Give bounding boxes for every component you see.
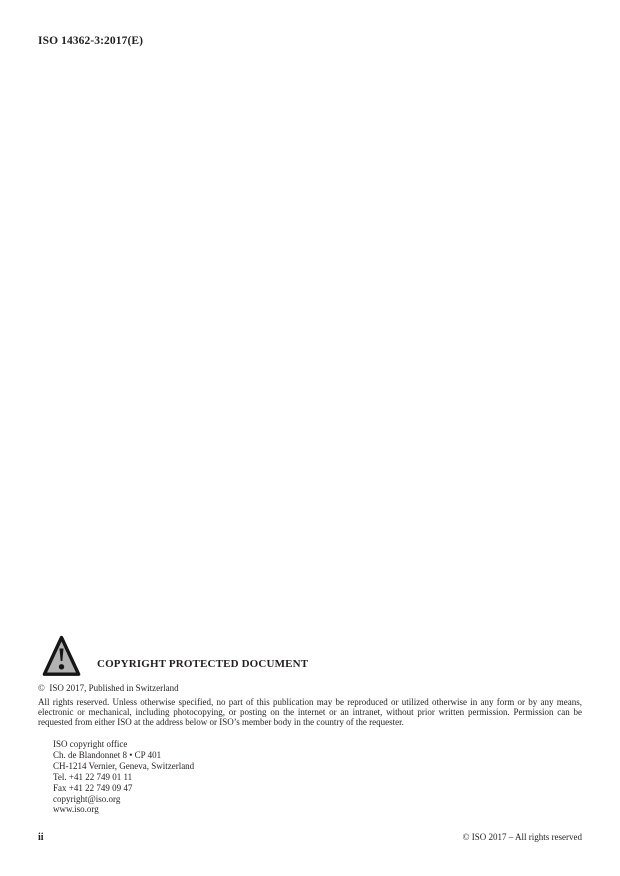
warning-triangle-icon <box>41 634 82 678</box>
footer-copyright-notice: © ISO 2017 – All rights reserved <box>462 832 582 842</box>
copyright-protected-title: COPYRIGHT PROTECTED DOCUMENT <box>97 658 309 670</box>
address-line-city: CH-1214 Vernier, Geneva, Switzerland <box>53 760 195 771</box>
publisher-line: © ISO 2017, Published in Switzerland <box>38 683 179 693</box>
exclamation-dot <box>59 664 64 669</box>
document-reference-header: ISO 14362-3:2017(E) <box>38 35 144 47</box>
address-line-office: ISO copyright office <box>53 739 128 749</box>
address-line-email: copyright@iso.org <box>53 793 121 804</box>
address-line-street: Ch. de Blandonnet 8 • CP 401 <box>53 749 162 760</box>
page-footer <box>38 832 582 843</box>
rights-reserved-paragraph: All rights reserved. Unless otherwise specified, no part of this publication may be reproduced or utilized otherwise in any form or by any means, electronic or mechanical, including photocopying, or posting on the internet or an intranet, without prior written permission. Permission can be requested from either ISO at the address below or ISO’s member body in the country of the requester. <box>38 697 582 728</box>
address-line-fax: Fax +41 22 749 09 47 <box>53 782 133 793</box>
iso-address-block <box>53 739 194 815</box>
address-line-tel: Tel. +41 22 749 01 11 <box>53 771 133 782</box>
page-number: ii <box>38 832 44 843</box>
address-line-website: www.iso.org <box>53 804 99 815</box>
